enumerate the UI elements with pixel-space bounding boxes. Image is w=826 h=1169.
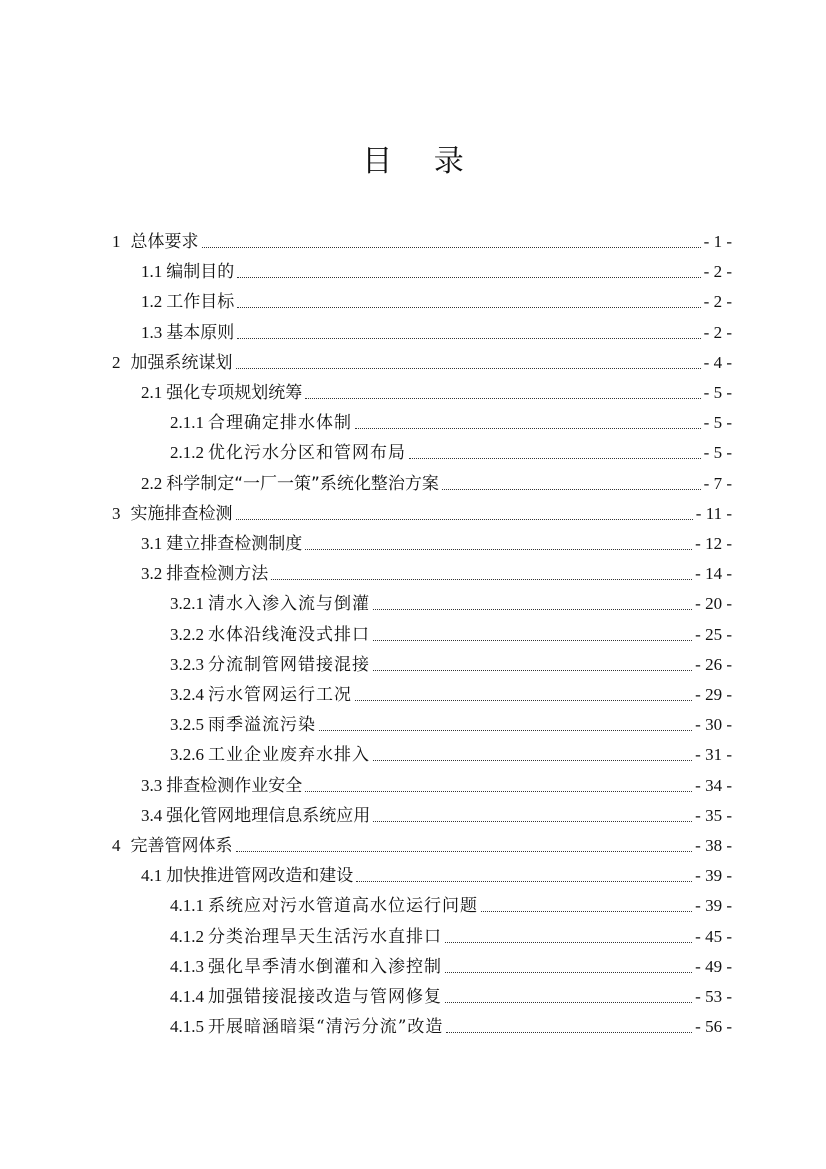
toc-entry-title: 雨季溢流污染 [208,715,316,735]
dot-leader [445,972,692,973]
toc-entry-number: 1.2 [141,292,163,311]
toc-entry[interactable] [170,616,732,646]
dot-leader [305,398,700,399]
toc-entry-title: 污水管网运行工况 [208,685,352,705]
toc-entry-title: 加强错接混接改造与管网修复 [208,987,442,1007]
toc-entry-page-number: - 2 - [703,292,732,311]
toc-entry-number: 4 [112,836,121,855]
dot-leader [409,458,701,459]
toc-entry[interactable] [170,1008,732,1038]
toc-entry-title: 总体要求 [130,232,199,252]
toc-entry-page-number: - 20 - [695,594,732,613]
dot-leader [373,760,692,761]
toc-entry-title: 分流制管网错接混接 [208,655,370,675]
dot-leader [356,881,692,882]
toc-entry-number: 3.2.2 [170,625,204,644]
toc-entry[interactable] [141,857,732,887]
toc-entry-number: 4.1 [141,866,163,885]
toc-entry-page-number: - 14 - [695,564,732,583]
toc-entry-title: 强化旱季清水倒灌和入渗控制 [208,957,442,977]
toc-entry[interactable] [170,585,732,615]
toc-entry-page-number: - 2 - [703,262,732,281]
toc-entry-page-number: - 4 - [703,353,732,372]
toc-entry-number: 4.1.4 [170,987,204,1006]
toc-entry[interactable] [141,555,732,585]
dot-leader [319,730,692,731]
dot-leader [442,489,701,490]
dot-leader [481,911,692,912]
toc-entry-title: 强化管网地理信息系统应用 [166,806,371,826]
toc-entry-page-number: - 5 - [703,383,732,402]
toc-entry[interactable] [170,918,732,948]
toc-entry-page-number: - 5 - [703,443,732,462]
toc-entry-title: 建立排查检测制度 [166,534,303,554]
dot-leader [355,700,692,701]
toc-entry[interactable] [170,676,732,706]
toc-entry-number: 3.2 [141,564,163,583]
toc-entry-page-number: - 11 - [695,504,732,523]
toc-entry-number: 3.2.6 [170,745,204,764]
toc-entry-page-number: - 29 - [695,685,732,704]
toc-entry-number: 4.1.2 [170,927,204,946]
dot-leader [446,1032,692,1033]
page-title: 目 录 [362,144,480,179]
dot-leader [202,247,701,248]
toc-entry-number: 3.2.4 [170,685,204,704]
toc-entry-page-number: - 53 - [695,987,732,1006]
dot-leader [237,277,700,278]
toc-entry[interactable] [141,374,732,404]
toc-entry-number: 3.3 [141,776,163,795]
toc-entry-number: 3.1 [141,534,163,553]
toc-entry[interactable] [170,404,732,434]
toc-entry[interactable] [141,253,732,283]
toc-entry-title: 开展暗涵暗渠“清污分流”改造 [208,1017,444,1037]
toc-entry-title: 基本原则 [166,323,235,343]
dot-leader [373,670,692,671]
toc-entry-title: 编制目的 [166,262,235,282]
toc-entry-number: 3.4 [141,806,163,825]
toc-entry[interactable] [112,495,732,525]
toc-entry[interactable] [170,978,732,1008]
toc-entry[interactable] [141,314,732,344]
toc-entry-title: 加强系统谋划 [130,353,233,373]
toc-entry-number: 3.2.3 [170,655,204,674]
toc-entry-title: 分类治理旱天生活污水直排口 [208,927,442,947]
toc-entry-number: 1.3 [141,323,163,342]
toc-entry[interactable] [141,283,732,313]
toc-entry-page-number: - 31 - [695,745,732,764]
dot-leader [271,579,692,580]
toc-entry-title: 清水入渗入流与倒灌 [208,594,370,614]
toc-entry[interactable] [170,736,732,766]
toc-entry-page-number: - 34 - [695,776,732,795]
toc-entry-title: 完善管网体系 [130,836,233,856]
toc-entry-title: 合理确定排水体制 [208,413,352,433]
toc-entry-number: 2.1.2 [170,443,204,462]
toc-entry-page-number: - 1 - [703,232,732,251]
toc-entry-title: 工业企业废弃水排入 [208,745,370,765]
toc-entry-page-number: - 39 - [695,866,732,885]
toc-entry-title: 工作目标 [166,292,235,312]
toc-entry[interactable] [170,948,732,978]
toc-entry[interactable] [112,827,732,857]
dot-leader [373,821,692,822]
toc-entry-title: 优化污水分区和管网布局 [208,443,406,463]
toc-entry-number: 3 [112,504,121,523]
toc-entry-page-number: - 49 - [695,957,732,976]
toc-entry-page-number: - 2 - [703,323,732,342]
toc-entry-number: 3.2.5 [170,715,204,734]
toc-entry-number: 4.1.5 [170,1017,204,1036]
toc-entry-page-number: - 38 - [695,836,732,855]
toc-entry-number: 2 [112,353,121,372]
toc-entry-page-number: - 30 - [695,715,732,734]
toc-entry-title: 排查检测作业安全 [166,776,303,796]
toc-entry-page-number: - 26 - [695,655,732,674]
toc-entry-number: 2.1.1 [170,413,204,432]
toc-entry-title: 实施排查检测 [130,504,233,524]
toc-entry-page-number: - 35 - [695,806,732,825]
dot-leader [445,942,692,943]
toc-entry[interactable] [141,797,732,827]
toc-entry[interactable] [141,525,732,555]
toc-entry-number: 2.2 [141,474,163,493]
toc-entry[interactable] [141,767,732,797]
dot-leader [236,368,701,369]
toc-entry[interactable] [170,706,732,736]
dot-leader [237,307,700,308]
toc-entry-title: 水体沿线淹没式排口 [208,625,370,645]
toc-entry-number: 1.1 [141,262,163,281]
dot-leader [445,1002,692,1003]
dot-leader [373,640,692,641]
toc-entry-page-number: - 45 - [695,927,732,946]
toc-entry-title: 科学制定“一厂一策”系统化整治方案 [166,474,439,494]
toc-entry-title: 排查检测方法 [166,564,269,584]
dot-leader [236,519,693,520]
toc-entry-number: 3.2.1 [170,594,204,613]
dot-leader [355,428,701,429]
toc-entry-page-number: - 5 - [703,413,732,432]
toc-entry-page-number: - 56 - [695,1017,732,1036]
toc-entry-title: 系统应对污水管道高水位运行问题 [208,896,478,916]
toc-entry[interactable] [112,344,732,374]
toc-entry-title: 加快推进管网改造和建设 [166,866,354,886]
dot-leader [236,851,693,852]
toc-entry[interactable] [170,434,732,464]
toc-entry[interactable] [141,465,732,495]
toc-entry-number: 1 [112,232,121,251]
toc-entry-page-number: - 12 - [695,534,732,553]
toc-entry-number: 4.1.3 [170,957,204,976]
toc-entry-number: 4.1.1 [170,896,204,915]
toc-entry-page-number: - 25 - [695,625,732,644]
dot-leader [305,791,692,792]
dot-leader [373,609,692,610]
toc-entry-page-number: - 39 - [695,896,732,915]
dot-leader [305,549,692,550]
toc-entry[interactable] [170,646,732,676]
toc-entry-page-number: - 7 - [703,474,732,493]
toc-entry-title: 强化专项规划统筹 [166,383,303,403]
toc-entry[interactable] [112,223,732,253]
dot-leader [237,338,700,339]
toc-entry[interactable] [170,887,732,917]
toc-entry-number: 2.1 [141,383,163,402]
